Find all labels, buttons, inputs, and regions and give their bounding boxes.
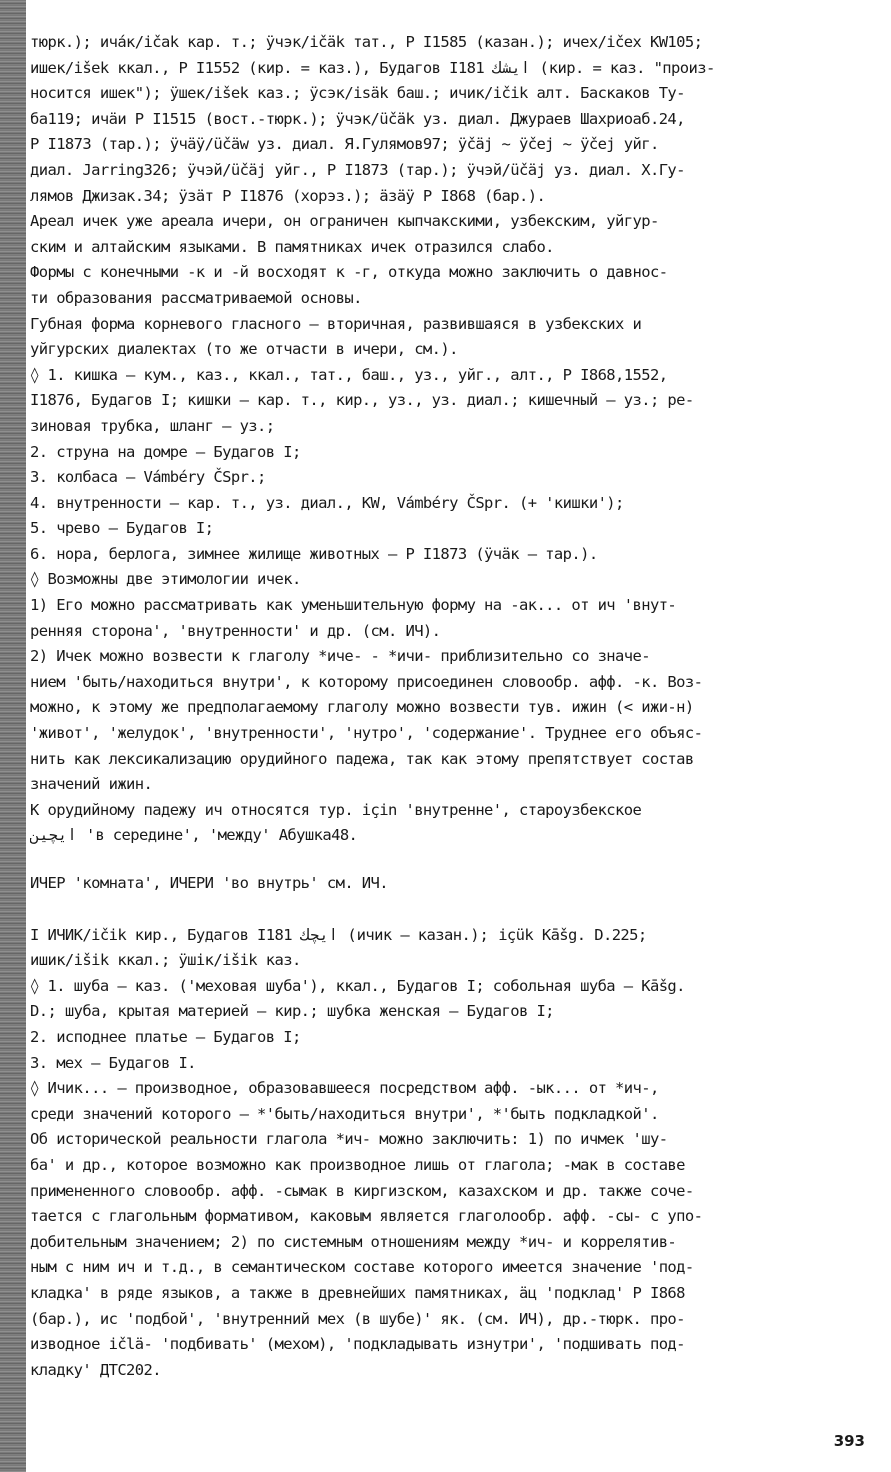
- text-line: тюрк.); ича́к/ičak кар. т.; ӱчэк/ičäk тат., Р I1585 (казан.); ичех/ičeх KW105;: [30, 33, 703, 51]
- book-spine-edge: [0, 0, 26, 1472]
- text-line: ным с ним ич и т.д., в семантическом составе которого имеется значение 'под-: [30, 1258, 694, 1277]
- text-line: Об исторической реальности глагола *ич- можно заключить: 1) по ичмек 'шу-: [30, 1130, 668, 1149]
- text-line: Губная форма корневого гласного – вторичная, развившаяся в узбекских и: [30, 314, 642, 333]
- text-line: 'живот', 'желудок', 'внутренности', 'нутро', 'содержание'. Труднее его объяс-: [30, 724, 703, 743]
- text-line: 1) Его можно рассматривать как уменьшительную форму на -ак... от ич 'внут-: [30, 596, 677, 615]
- text-line: ◊ 1. шуба – каз. ('меховая шуба'), ккал., Будагов I; собольная шуба – Kāšg.: [30, 976, 685, 995]
- text-line: уйгурских диалектах (то же отчасти в ичери, см.).: [30, 340, 458, 359]
- text-line: ◊ Возможны две этимологии ичек.: [30, 570, 301, 589]
- text-line: Ареал ичек уже ареала ичери, он ограничен кыпчакскими, узбекским, уйгур-: [30, 212, 659, 231]
- text-line: примененного словообр. афф. -сымак в киргизском, казахском и др. также соче-: [30, 1181, 694, 1200]
- section-gap: [30, 897, 872, 923]
- dictionary-page: [30, 30, 872, 1383]
- text-line: D.; шуба, крытая материей – кир.; шубка женская – Будагов I;: [30, 1002, 554, 1021]
- text-line: нием 'быть/находиться внутри', к которому присоединен словообр. афф. -к. Воз-: [30, 672, 703, 691]
- section-gap: [30, 849, 872, 871]
- text-line: можно, к этому же предполагаемому глаголу можно возвести тув. ижин (< ижи-н): [30, 698, 694, 717]
- text-line: добительным значением; 2) по системным отношениям между *ич- и коррелятив-: [30, 1232, 677, 1251]
- text-line: ба' и др., которое возможно как производное лишь от глагола; -мак в составе: [30, 1155, 685, 1174]
- text-line: зиновая трубка, шланг – уз.;: [30, 416, 275, 435]
- text-line: ◊ Ичик... – производное, образовавшееся посредством афф. -ык... от *ич-,: [30, 1079, 659, 1098]
- text-line: I1876, Будагов I; кишки – кар. т., кир., уз., уз. диал.; кишечный – уз.; ре-: [30, 391, 694, 410]
- text-line: ишик/išik ккал.; ӱшік/išik каз.: [30, 951, 301, 970]
- entry-heading-icher: ИЧЕР 'комната', ИЧЕРИ 'во внутрь' см. ИЧ.: [30, 874, 389, 892]
- text-line: кладка' в ряде языков, а также в древнейших памятниках, ӓц 'подклад' Р I868: [30, 1283, 685, 1302]
- text-line: изводное ičlä- 'подбивать' (мехом), 'подкладывать изнутри', 'подшивать под-: [30, 1335, 685, 1354]
- text-line: кладку' ДТС202.: [30, 1360, 161, 1379]
- text-line: тается с глагольным формативом, каковым является глаголообр. афф. -сы- с упо-: [30, 1207, 703, 1226]
- text-line: ренняя сторона', 'внутренности' и др. (см. ИЧ).: [30, 621, 441, 640]
- text-line: 2. струна на домре – Будагов I;: [30, 442, 301, 461]
- text-line: К орудийному падежу ич относятся тур. için 'внутренне', староузбекское: [30, 800, 642, 819]
- text-line: 2. исподнее платье – Будагов I;: [30, 1027, 301, 1046]
- text-line: среди значений которого – *'быть/находиться внутри', *'быть подкладкой'.: [30, 1104, 659, 1123]
- text-line: нить как лексикализацию орудийного падежа, так как этому препятствует состав: [30, 749, 694, 768]
- text-line: диал. Jarring326; ӱчэй/üčäj уйг., Р I1873 (тар.); ӱчэй/üčäj уз. диал. Х.Гу-: [30, 160, 685, 179]
- text-line: ишек/išek ккал., Р I1552 (кир. = каз.), Будагов I181 ایشك (кир. = каз. "произ-: [30, 58, 715, 77]
- text-line: 3. колбаса – Vámbéry ČSpr.;: [30, 468, 266, 487]
- text-line: (бар.), ис 'подбой', 'внутренний мех (в шубе)' як. (см. ИЧ), др.-тюрк. про-: [30, 1309, 685, 1328]
- text-line: ◊ 1. кишка – кум., каз., ккал., тат., баш., уз., уйг., алт., Р I868,1552,: [30, 365, 668, 384]
- entry-heading-ichik: I ИЧИК/ičik кир., Будагов I181 ایچك (ичик – казан.); içük Kāšg. D.225;: [30, 925, 647, 944]
- text-line: 4. внутренности – кар. т., уз. диал., KW, Vámbéry ČSpr. (+ 'кишки');: [30, 493, 624, 512]
- text-line: ти образования рассматриваемой основы.: [30, 288, 362, 307]
- text-line: ба119; ичӓи Р I1515 (вост.-тюрк.); ӱчэк/üčäk уз. диал. Джураев Шахриоаб.24,: [30, 109, 685, 128]
- text-line: лямов Джизак.34; ӱзӓт Р I1876 (хорэз.); ӓзӓӱ Р I868 (бар.).: [30, 186, 546, 205]
- text-line: ایچين 'в середине', 'между' Абушка48.: [30, 826, 358, 845]
- text-line: Р I1873 (тар.); ӱчӓӱ/üčäw уз. диал. Я.Гулямов97; ӱčäj ~ ӱčej ~ ӱčej уйг.: [30, 135, 659, 154]
- text-line: 3. мех – Будагов I.: [30, 1053, 196, 1072]
- text-line: носится ишек"); ӱшек/išek каз.; ӱсэк/isäk баш.; ичик/ičik алт. Баскаков Ту-: [30, 84, 685, 103]
- text-line: значений ижин.: [30, 775, 153, 794]
- page-number: 393: [833, 1432, 865, 1450]
- text-line: 2) Ичек можно возвести к глаголу *иче- - *ичи- приблизительно со значе-: [30, 647, 650, 666]
- text-line: 5. чрево – Будагов I;: [30, 519, 214, 538]
- text-line: 6. нора, берлога, зимнее жилище животных – Р I1873 (ӱчӓк – тар.).: [30, 544, 598, 563]
- text-line: Формы с конечными -к и -й восходят к -г, откуда можно заключить о давнос-: [30, 263, 668, 282]
- text-line: ским и алтайским языками. В памятниках ичек отразился слабо.: [30, 237, 554, 256]
